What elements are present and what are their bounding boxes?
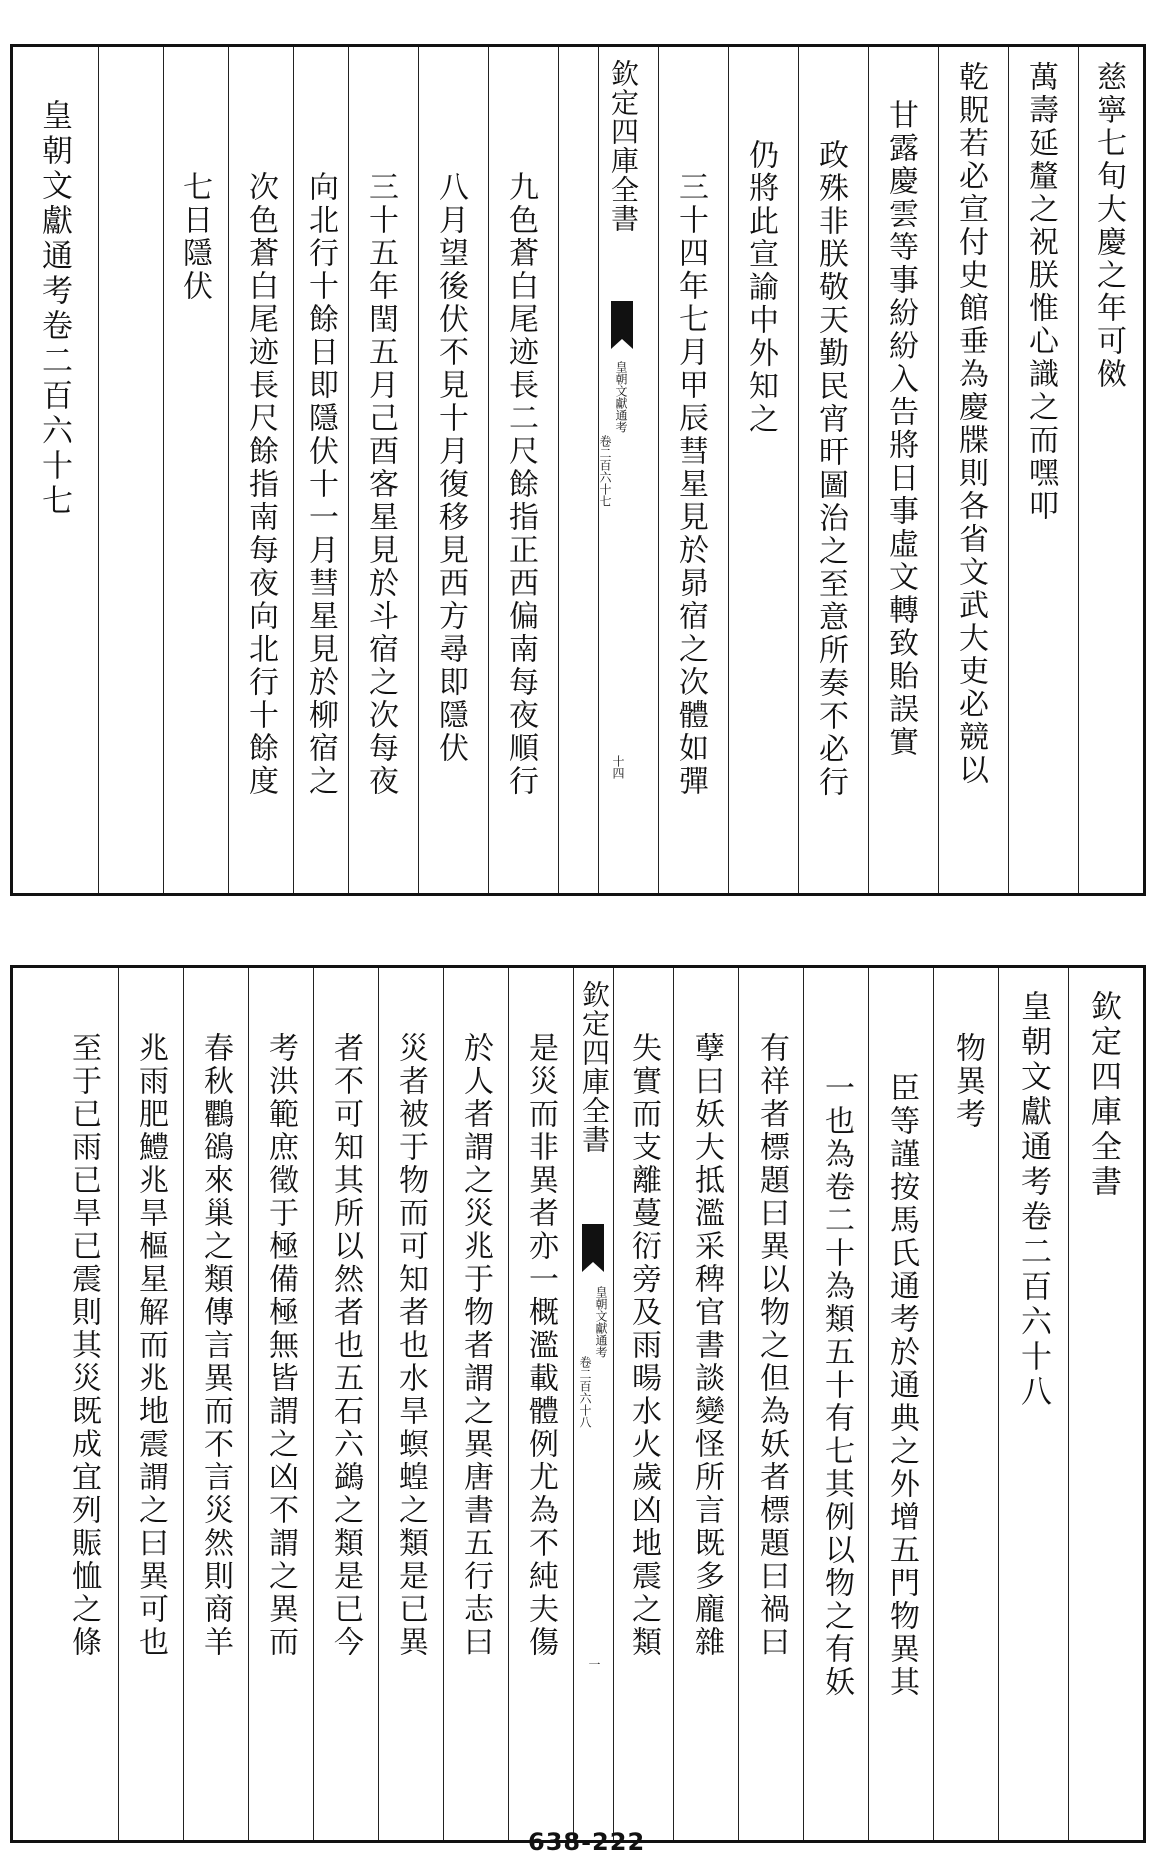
fish-tail-ornament xyxy=(611,301,633,339)
column-divider xyxy=(728,47,729,893)
top-page xyxy=(10,44,1146,896)
bottom-page xyxy=(10,965,1146,1843)
text-column: 兆雨肥鱧兆旱樞星解而兆地震謂之曰異可也 xyxy=(133,1032,168,1659)
text-column: 次色蒼白尾迹長尺餘指南每夜向北行十餘度 xyxy=(243,171,278,798)
gutter-book-title: 皇朝文獻通考 xyxy=(594,1286,608,1358)
column-divider xyxy=(163,47,164,893)
column-divider xyxy=(803,968,804,1840)
column-divider xyxy=(348,47,349,893)
column-divider xyxy=(933,968,934,1840)
gutter-leaf-number: 十四 xyxy=(611,755,625,779)
column-divider xyxy=(558,47,559,893)
text-column: 春秋鸜鵒來巢之類傳言異而不言災然則商羊 xyxy=(198,1032,233,1659)
fish-tail-ornament xyxy=(582,1224,604,1262)
text-column: 一也為卷二十為類五十有七其例以物之有妖 xyxy=(819,1072,854,1699)
gutter-title: 欽定四庫全書 xyxy=(607,59,640,233)
collection-title: 欽定四庫全書 xyxy=(1085,990,1121,1200)
text-column: 八月望後伏不見十月復移見西方尋即隱伏 xyxy=(433,171,468,765)
text-column: 臣等謹按馬氏通考於通典之外增五門物異其 xyxy=(884,1072,919,1699)
text-column: 慈寧七旬大慶之年可傚 xyxy=(1091,61,1126,391)
column-divider xyxy=(658,47,659,893)
text-column: 政殊非朕敬天勤民宵旰圖治之至意所奏不必行 xyxy=(813,139,848,799)
text-column: 乾貺若必宣付史館垂為慶牒則各省文武大吏必競以 xyxy=(953,61,988,787)
section-heading: 物異考 xyxy=(950,1032,985,1131)
volume-end-title: 皇朝文獻通考卷二百六十七 xyxy=(36,99,72,519)
text-column: 萬壽延釐之祝朕惟心識之而嘿叩 xyxy=(1023,61,1058,523)
text-column: 於人者謂之災兆于物者謂之異唐書五行志曰 xyxy=(458,1032,493,1659)
column-divider xyxy=(673,968,674,1840)
column-divider xyxy=(248,968,249,1840)
column-divider xyxy=(1068,968,1069,1840)
gutter-volume: 卷二百六十八 xyxy=(578,1356,592,1428)
column-divider xyxy=(1008,47,1009,893)
gutter-book-title: 皇朝文獻通考 xyxy=(614,361,628,433)
column-divider xyxy=(98,47,99,893)
text-column: 三十四年七月甲辰彗星見於昴宿之次體如彈 xyxy=(673,171,708,798)
text-column: 七日隱伏 xyxy=(177,171,212,303)
text-column: 仍將此宣諭中外知之 xyxy=(743,139,778,436)
column-divider xyxy=(183,968,184,1840)
text-column: 九色蒼白尾迹長二尺餘指正西偏南每夜順行 xyxy=(503,171,538,798)
text-column: 失實而支離蔓衍旁及雨暘水火歲凶地震之類 xyxy=(626,1032,661,1659)
column-divider xyxy=(998,968,999,1840)
column-divider xyxy=(938,47,939,893)
column-divider xyxy=(508,968,509,1840)
gutter-leaf-number: 一 xyxy=(587,1658,601,1670)
column-divider xyxy=(418,47,419,893)
text-column: 考洪範庶徵于極備極無皆謂之凶不謂之異而 xyxy=(263,1032,298,1659)
column-divider xyxy=(738,968,739,1840)
column-divider xyxy=(868,47,869,893)
column-divider xyxy=(573,968,574,1840)
column-divider xyxy=(443,968,444,1840)
column-divider xyxy=(228,47,229,893)
text-column: 向北行十餘日即隱伏十一月彗星見於柳宿之 xyxy=(303,171,338,798)
text-column: 甘露慶雲等事紛紛入告將日事虛文轉致貽誤實 xyxy=(883,99,918,759)
page-number: 638-222 xyxy=(528,1828,646,1856)
volume-title: 皇朝文獻通考卷二百六十八 xyxy=(1015,990,1051,1410)
column-divider xyxy=(293,47,294,893)
text-column: 孽曰妖大抵濫采稗官書談變怪所言既多龐雜 xyxy=(689,1032,724,1659)
text-column: 有祥者標題曰異以物之但為妖者標題曰禍曰 xyxy=(754,1032,789,1659)
column-divider xyxy=(1078,47,1079,893)
column-divider xyxy=(118,968,119,1840)
text-column: 三十五年閏五月己酉客星見於斗宿之次每夜 xyxy=(363,171,398,798)
column-divider xyxy=(868,968,869,1840)
column-divider xyxy=(378,968,379,1840)
column-divider xyxy=(798,47,799,893)
text-column: 者不可知其所以然者也五石六鷁之類是已今 xyxy=(328,1032,363,1659)
gutter-title: 欽定四庫全書 xyxy=(578,980,611,1154)
text-column: 災者被于物而可知者也水旱螟蝗之類是已異 xyxy=(393,1032,428,1659)
text-column: 是災而非異者亦一概濫載體例尤為不純夫傷 xyxy=(523,1032,558,1659)
text-column: 至于已雨已旱已震則其災既成宜列賑恤之條 xyxy=(66,1032,101,1659)
column-divider xyxy=(488,47,489,893)
gutter-volume: 卷二百六十七 xyxy=(598,435,612,507)
column-divider xyxy=(613,968,614,1840)
column-divider xyxy=(313,968,314,1840)
